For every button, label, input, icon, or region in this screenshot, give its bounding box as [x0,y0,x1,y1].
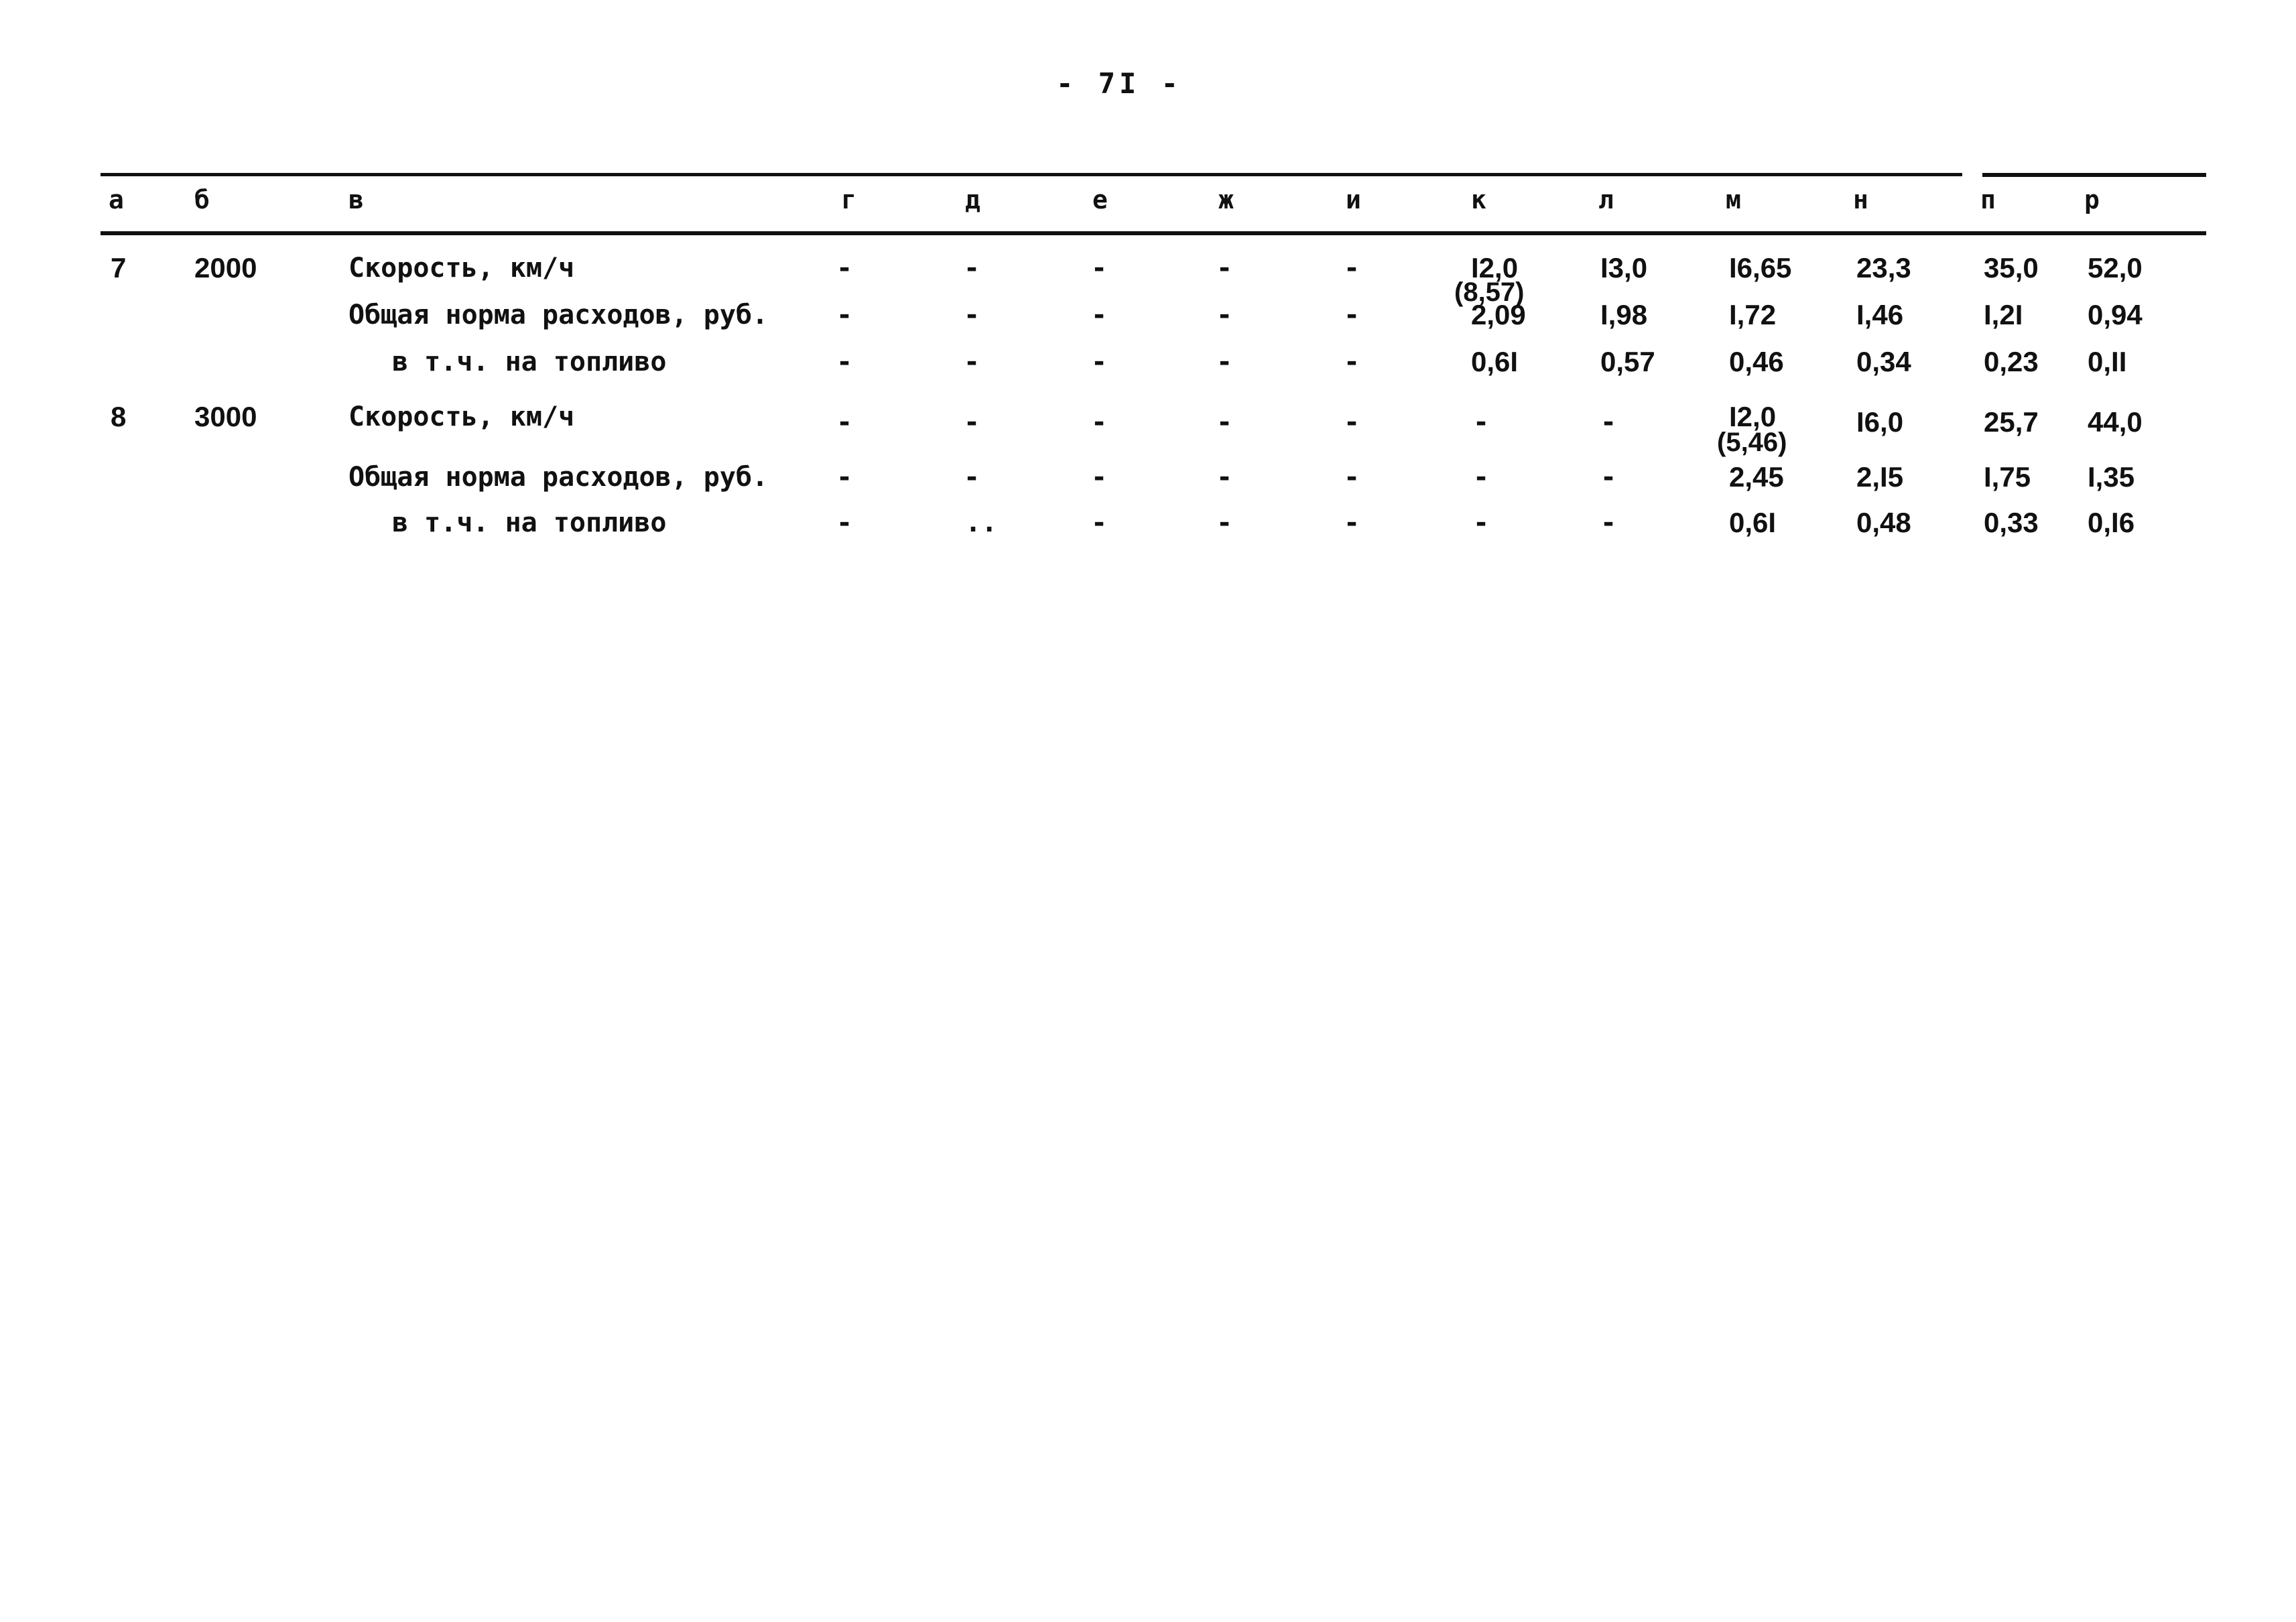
cell-n: 2,I5 [1856,461,1904,493]
cell-r: 52,0 [2088,252,2143,284]
cell-zh: - [1216,347,1233,377]
cell-l: - [1600,462,1617,493]
row-label-total-cost: Общая норма расходов, руб. [348,462,769,493]
header-col-i: и [1346,185,1361,214]
cell-i: - [1344,347,1360,377]
header-col-e: е [1092,185,1108,214]
header-col-n: н [1853,185,1868,214]
cell-m-bracket: (5,46) [1717,428,1787,457]
header-col-d: д [965,185,980,214]
row-label-total-cost: Общая норма расходов, руб. [348,300,769,330]
cell-e: - [1091,507,1108,538]
cell-p: 25,7 [1984,406,2039,438]
row-distance: 3000 [194,401,257,432]
cell-zh: - [1216,253,1233,284]
cell-i: - [1344,507,1360,538]
cell-r: 44,0 [2088,406,2143,438]
cell-p: 35,0 [1984,252,2039,284]
cell-l: I3,0 [1600,252,1648,284]
cell-zh: - [1216,300,1233,330]
cell-n: I6,0 [1856,406,1904,438]
row-label-fuel: в т.ч. на топливо [392,507,667,538]
cell-d: - [964,462,980,493]
cell-k: 2,09 [1471,299,1526,330]
cell-l: - [1600,507,1617,538]
header-col-zh: ж [1218,185,1234,214]
row-label-speed: Скорость, км/ч [348,401,575,432]
cell-d: - [964,407,980,438]
cell-n: 0,48 [1856,507,1911,538]
cell-m: I2,0 [1729,401,1777,432]
cell-e: - [1091,462,1108,493]
cell-r: 0,I6 [2088,507,2135,538]
cell-g: - [836,462,853,493]
table-top-rule-left [101,173,1962,176]
cell-m: 2,45 [1729,461,1784,493]
cell-l: I,98 [1600,299,1648,330]
cell-p: I,2I [1984,299,2023,330]
cell-e: - [1091,300,1108,330]
cell-k: 0,6I [1471,346,1519,377]
header-col-m: м [1726,185,1741,214]
cell-p: 0,33 [1984,507,2039,538]
cell-g: - [836,347,853,377]
header-col-l: л [1598,185,1614,214]
header-col-r: р [2084,185,2100,214]
cell-n: 0,34 [1856,346,1911,377]
cell-r: 0,II [2088,346,2127,377]
row-label-fuel: в т.ч. на топливо [392,347,667,377]
row-label-speed: Скорость, км/ч [348,253,575,284]
cell-m: 0,46 [1729,346,1784,377]
cell-d: - [964,300,980,330]
cell-d: .. [965,507,998,538]
cell-n: 23,3 [1856,252,1911,284]
cell-zh: - [1216,462,1233,493]
cell-e: - [1091,407,1108,438]
cell-m: I6,65 [1729,252,1792,284]
cell-m: 0,6I [1729,507,1777,538]
cell-p: 0,23 [1984,346,2039,377]
cell-n: I,46 [1856,299,1904,330]
cell-d: - [964,347,980,377]
cell-g: - [836,300,853,330]
cell-k: - [1473,507,1490,538]
header-col-v: в [348,185,364,214]
cell-k-bracket: (8,57) [1454,277,1525,307]
page-number: - 7I - [1056,67,1182,100]
cell-zh: - [1216,507,1233,538]
cell-g: - [836,253,853,284]
cell-e: - [1091,347,1108,377]
cell-i: - [1344,407,1360,438]
cell-r: I,35 [2088,461,2135,493]
cell-g: - [836,507,853,538]
header-bottom-rule [101,231,2206,235]
cell-e: - [1091,253,1108,284]
header-col-b: б [194,185,210,214]
cell-r: 0,94 [2088,299,2143,330]
header-col-a: а [109,185,124,214]
header-col-g: г [841,185,856,214]
cell-k: I2,0 [1471,252,1519,284]
cell-m: I,72 [1729,299,1777,330]
header-col-p: п [1980,185,1996,214]
cell-i: - [1344,300,1360,330]
row-number: 8 [111,401,127,432]
cell-i: - [1344,253,1360,284]
cell-d: - [964,253,980,284]
row-distance: 2000 [194,252,257,284]
cell-i: - [1344,462,1360,493]
header-col-k: к [1471,185,1486,214]
cell-l: 0,57 [1600,346,1655,377]
cell-l: - [1600,407,1617,438]
table-top-rule-right [1982,173,2206,177]
row-number: 7 [111,252,127,284]
cell-k: - [1473,407,1490,438]
cell-zh: - [1216,407,1233,438]
cell-p: I,75 [1984,461,2031,493]
cell-g: - [836,407,853,438]
cell-k: - [1473,462,1490,493]
